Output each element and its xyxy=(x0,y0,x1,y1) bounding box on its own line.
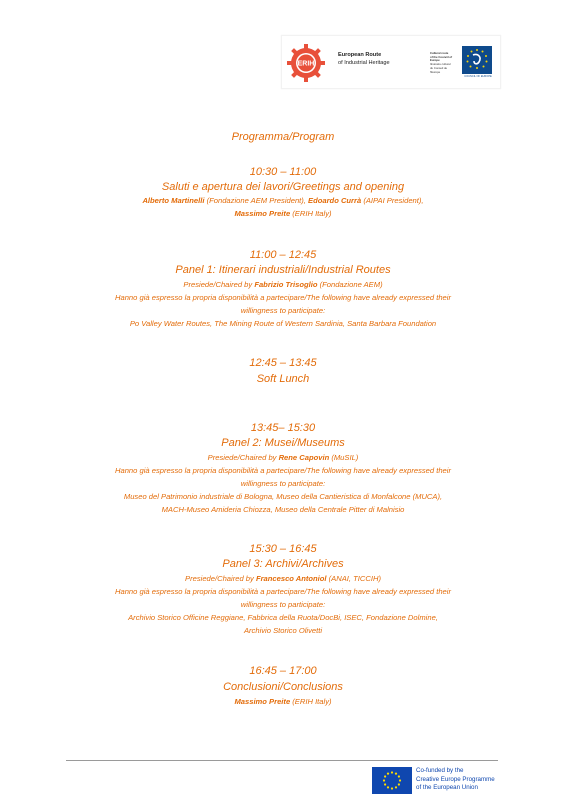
eu-text-line3: of the European Union xyxy=(416,784,478,792)
erih-logo-text: ERIH xyxy=(297,60,315,68)
speaker-name: Massimo Preite xyxy=(234,209,291,218)
eu-text-line2: Creative Europe Programme xyxy=(416,775,495,783)
chair-prefix: Presiede/Chaired by xyxy=(183,280,255,289)
willingness-line: willingness to participate: xyxy=(240,479,326,488)
chair-prefix: Presiede/Chaired by xyxy=(207,453,279,462)
willingness-line: willingness to participate: xyxy=(240,306,326,315)
willingness-line: Hanno già espresso la propria disponibilità a partecipare/The following have already expressed their xyxy=(114,293,451,302)
session-time: 13:45– 15:30 xyxy=(250,422,316,434)
speaker-affiliation: (AIPAI President), xyxy=(361,196,424,205)
session-time: 15:30 – 16:45 xyxy=(249,543,317,555)
erih-name-line2: of Industrial Heritage xyxy=(338,60,390,66)
session-heading: Soft Lunch xyxy=(256,373,310,385)
footer-divider xyxy=(66,760,498,761)
willingness-line: willingness to participate: xyxy=(240,600,326,609)
session-heading: Panel 2: Musei/Museums xyxy=(221,437,345,449)
speaker-name: Alberto Martinelli xyxy=(142,196,205,205)
willingness-line: Hanno già espresso la propria disponibilità a partecipare/The following have already expressed their xyxy=(114,587,451,596)
session-heading: Conclusioni/Conclusions xyxy=(223,681,343,693)
chair-affiliation: (ANAI, TICCIH) xyxy=(326,574,381,583)
session-time: 16:45 – 17:00 xyxy=(249,665,317,677)
chair-name: Rene Capovin xyxy=(278,453,330,462)
chair-name: Fabrizio Trisoglio xyxy=(254,280,318,289)
erih-name-line1: European Route xyxy=(338,52,382,58)
council-of-europe-emblem-icon xyxy=(462,46,492,74)
speakers-line xyxy=(0,697,566,706)
participants-line: Archivio Storico Officine Reggiane, Fabbrica della Ruota/DocBi, ISEC, Fondazione Dolmine, xyxy=(128,613,438,622)
coe-label-line1: Cultural route xyxy=(430,51,449,55)
chair-prefix: Presiede/Chaired by xyxy=(185,574,256,583)
chair-line xyxy=(0,574,566,583)
speakers-line xyxy=(0,209,566,218)
session-time: 12:45 – 13:45 xyxy=(249,357,317,369)
coe-label-line4: du Conseil de l'Europe xyxy=(430,65,448,74)
eu-cofunding-text xyxy=(416,767,495,793)
session-heading: Panel 1: Itinerari industriali/Industrial Routes xyxy=(175,264,391,276)
participants-line: Museo del Patrimonio industriale di Bologna, Museo della Cantieristica di Monfalcone (MUCA), xyxy=(123,492,443,501)
speaker-affiliation: (ERIH Italy) xyxy=(290,209,332,218)
erih-name xyxy=(338,51,390,67)
session-heading: Saluti e apertura dei lavori/Greetings and opening xyxy=(161,181,405,193)
participants-line: Po Valley Water Routes, The Mining Route of Western Sardinia, Santa Barbara Foundation xyxy=(129,319,437,328)
speakers-line xyxy=(0,196,566,205)
participants-line: Archivio Storico Olivetti xyxy=(243,626,323,635)
session-time: 11:00 – 12:45 xyxy=(249,249,317,261)
speaker-name: Massimo Preite xyxy=(234,697,291,706)
chair-name: Francesco Antoniol xyxy=(255,574,327,583)
chair-line xyxy=(0,453,566,462)
session-time: 10:30 – 11:00 xyxy=(249,166,317,178)
eu-flag-icon xyxy=(372,767,412,794)
coe-route-label xyxy=(430,52,458,74)
eu-text-line1: Co-funded by the xyxy=(416,767,464,774)
session-heading: Panel 3: Archivi/Archives xyxy=(222,558,344,570)
speaker-affiliation: (Fondazione AEM President), xyxy=(204,196,309,205)
coe-label-line2: of the Council of Europe xyxy=(430,54,453,63)
chair-affiliation: (Fondazione AEM) xyxy=(317,280,383,289)
header-logos xyxy=(281,35,501,89)
coe-emblem-label: COUNCIL OF EUROPE xyxy=(464,75,492,78)
chair-affiliation: (MuSIL) xyxy=(329,453,359,462)
speaker-affiliation: (ERIH Italy) xyxy=(290,697,332,706)
willingness-line: Hanno già espresso la propria disponibilità a partecipare/The following have already expressed their xyxy=(114,466,451,475)
speaker-name: Edoardo Currà xyxy=(308,196,362,205)
eu-cofunding-badge xyxy=(370,764,498,796)
participants-line: MACH-Museo Amideria Chiozza, Museo della Centrale Pitter di Malnisio xyxy=(161,505,405,514)
erih-gear-logo-icon xyxy=(286,43,326,83)
program-title: Programma/Program xyxy=(231,131,335,143)
council-of-europe-block xyxy=(430,45,494,81)
coe-label-line3: Itinéraire culturel xyxy=(430,62,451,67)
chair-line xyxy=(0,280,566,289)
